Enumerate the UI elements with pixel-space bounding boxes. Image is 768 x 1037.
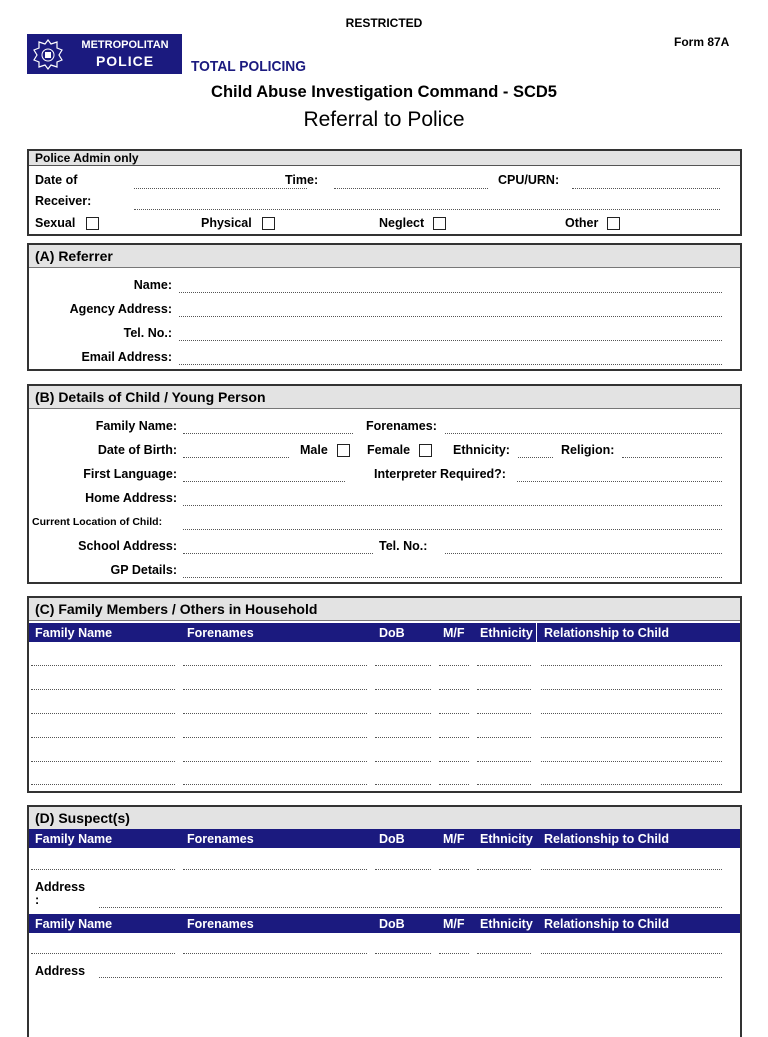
table-cell-line[interactable] [477, 784, 531, 785]
child-details-section [27, 384, 742, 584]
table-cell-line[interactable] [31, 761, 175, 762]
table-cell-line[interactable] [375, 713, 431, 714]
table-cell-line[interactable] [31, 869, 175, 870]
table-cell-line[interactable] [439, 665, 469, 666]
date-of-label: Date of [35, 173, 78, 187]
school-tel-label: Tel. No.: [379, 539, 428, 553]
table-cell-line[interactable] [31, 953, 175, 954]
family-name-field[interactable] [183, 433, 353, 434]
cpu-field[interactable] [572, 188, 720, 189]
current-location-label: Current Location of Child: [32, 516, 163, 528]
family-heading: (C) Family Members / Others in Household [29, 598, 740, 621]
col-dob: DoB [379, 626, 405, 640]
school-tel-field[interactable] [445, 553, 722, 554]
s1-col-relationship: Relationship to Child [544, 832, 669, 846]
physical-label: Physical [201, 216, 252, 230]
male-label: Male [300, 443, 328, 457]
table-cell-line[interactable] [375, 665, 431, 666]
col-forenames: Forenames [187, 626, 254, 640]
table-cell-line[interactable] [541, 869, 722, 870]
child-heading: (B) Details of Child / Young Person [29, 386, 740, 409]
s1-col-mf: M/F [443, 832, 465, 846]
first-language-field[interactable] [183, 481, 345, 482]
table-cell-line[interactable] [183, 869, 367, 870]
suspect2-address-field[interactable] [99, 977, 722, 978]
ethnicity-field[interactable] [518, 457, 553, 458]
suspects-heading: (D) Suspect(s) [29, 807, 740, 830]
col-ethnicity: Ethnicity [480, 626, 533, 640]
table-cell-line[interactable] [439, 689, 469, 690]
suspect2-address-label: Address [35, 964, 86, 978]
forenames-field[interactable] [445, 433, 722, 434]
table-cell-line[interactable] [375, 784, 431, 785]
family-name-label: Family Name: [95, 419, 177, 433]
suspect1-address-colon: : [35, 893, 40, 907]
table-cell-line[interactable] [183, 784, 367, 785]
table-cell-line[interactable] [439, 869, 469, 870]
referrer-name-field[interactable] [179, 292, 722, 293]
table-cell-line[interactable] [541, 953, 722, 954]
time-field[interactable] [334, 188, 488, 189]
table-cell-line[interactable] [31, 737, 175, 738]
col-family-name: Family Name [35, 626, 113, 640]
logo-line-1: METROPOLITAN [81, 39, 169, 51]
religion-label: Religion: [561, 443, 615, 457]
col-relationship: Relationship to Child [544, 626, 669, 640]
table-cell-line[interactable] [183, 665, 367, 666]
table-cell-line[interactable] [439, 761, 469, 762]
table-cell-line[interactable] [541, 784, 722, 785]
logo-line-2: POLICE [95, 53, 155, 69]
cpu-label: CPU/URN: [498, 173, 560, 187]
referrer-name-label: Name: [133, 278, 172, 292]
command-title: Child Abuse Investigation Command - SCD5 [211, 83, 557, 101]
table-cell-line[interactable] [477, 953, 531, 954]
email-address-field[interactable] [179, 364, 722, 365]
table-cell-line[interactable] [31, 689, 175, 690]
school-address-field[interactable] [183, 553, 373, 554]
interpreter-label: Interpreter Required?: [374, 467, 506, 481]
physical-checkbox[interactable] [262, 217, 275, 230]
forenames-label: Forenames: [366, 419, 437, 433]
s2-col-dob: DoB [379, 917, 405, 931]
table-cell-line[interactable] [477, 665, 531, 666]
home-address-label: Home Address: [85, 491, 177, 505]
table-cell-line[interactable] [183, 737, 367, 738]
religion-field[interactable] [622, 457, 722, 458]
current-location-field[interactable] [183, 529, 722, 530]
agency-address-label: Agency Address: [69, 302, 172, 316]
gp-details-label: GP Details: [110, 563, 177, 577]
dob-label: Date of Birth: [97, 443, 177, 457]
ethnicity-label: Ethnicity: [453, 443, 510, 457]
table-cell-line[interactable] [541, 761, 722, 762]
suspect1-address-label: Address [35, 880, 86, 894]
crest-icon [31, 38, 65, 70]
s2-col-forenames: Forenames [187, 917, 254, 931]
agency-address-field[interactable] [179, 316, 722, 317]
male-checkbox[interactable] [337, 444, 350, 457]
table-cell-line[interactable] [541, 689, 722, 690]
s1-col-forenames: Forenames [187, 832, 254, 846]
receiver-field[interactable] [134, 209, 720, 210]
table-cell-line[interactable] [183, 689, 367, 690]
s1-col-ethnicity: Ethnicity [480, 832, 533, 846]
table-cell-line[interactable] [31, 665, 175, 666]
met-police-logo [27, 34, 182, 74]
table-cell-line[interactable] [375, 869, 431, 870]
suspects-section [27, 805, 742, 1037]
admin-heading: Police Admin only [29, 151, 740, 166]
time-label: Time: [285, 173, 319, 187]
table-cell-line[interactable] [439, 953, 469, 954]
table-cell-line[interactable] [477, 761, 531, 762]
table-cell-line[interactable] [183, 953, 367, 954]
table-cell-line[interactable] [31, 713, 175, 714]
restricted-marking: RESTRICTED [345, 16, 423, 30]
suspect2-table-header [29, 914, 740, 933]
table-cell-line[interactable] [541, 713, 722, 714]
referrer-section [27, 243, 742, 371]
s2-col-mf: M/F [443, 917, 465, 931]
table-cell-line[interactable] [439, 784, 469, 785]
table-cell-line[interactable] [31, 784, 175, 785]
page-title: Referral to Police [303, 108, 465, 131]
referrer-heading: (A) Referrer [29, 245, 740, 268]
table-cell-line[interactable] [477, 737, 531, 738]
first-language-label: First Language: [83, 467, 177, 481]
header-divider [536, 623, 537, 642]
suspect1-address-field[interactable] [99, 907, 722, 908]
table-cell-line[interactable] [375, 953, 431, 954]
neglect-checkbox[interactable] [433, 217, 446, 230]
receiver-label: Receiver: [35, 194, 92, 208]
table-cell-line[interactable] [183, 761, 367, 762]
s2-col-ethnicity: Ethnicity [480, 917, 533, 931]
table-cell-line[interactable] [477, 713, 531, 714]
table-cell-line[interactable] [375, 737, 431, 738]
table-cell-line[interactable] [183, 713, 367, 714]
s1-col-dob: DoB [379, 832, 405, 846]
date-field[interactable] [134, 188, 307, 189]
family-members-section [27, 596, 742, 793]
slogan: TOTAL POLICING [191, 58, 307, 75]
s2-col-family-name: Family Name [35, 917, 113, 931]
table-cell-line[interactable] [541, 665, 722, 666]
police-admin-section [27, 149, 742, 236]
sexual-checkbox[interactable] [86, 217, 99, 230]
table-cell-line[interactable] [541, 737, 722, 738]
family-table-header [29, 623, 740, 642]
s2-col-relationship: Relationship to Child [544, 917, 669, 931]
school-address-label: School Address: [78, 539, 177, 553]
dob-field[interactable] [183, 457, 289, 458]
table-cell-line[interactable] [477, 869, 531, 870]
neglect-label: Neglect [379, 216, 425, 230]
female-checkbox[interactable] [419, 444, 432, 457]
female-label: Female [367, 443, 411, 457]
referrer-tel-label: Tel. No.: [123, 326, 172, 340]
table-cell-line[interactable] [375, 689, 431, 690]
sexual-label: Sexual [35, 216, 76, 230]
interpreter-field[interactable] [517, 481, 722, 482]
email-address-label: Email Address: [81, 350, 172, 364]
table-cell-line[interactable] [477, 689, 531, 690]
other-label: Other [565, 216, 599, 230]
table-cell-line[interactable] [439, 713, 469, 714]
gp-details-field[interactable] [183, 577, 722, 578]
other-checkbox[interactable] [607, 217, 620, 230]
home-address-field[interactable] [183, 505, 722, 506]
table-cell-line[interactable] [439, 737, 469, 738]
form-number: Form 87A [674, 35, 730, 49]
table-cell-line[interactable] [375, 761, 431, 762]
referrer-tel-field[interactable] [179, 340, 722, 341]
suspect1-table-header [29, 829, 740, 848]
col-mf: M/F [443, 626, 465, 640]
s1-col-family-name: Family Name [35, 832, 113, 846]
